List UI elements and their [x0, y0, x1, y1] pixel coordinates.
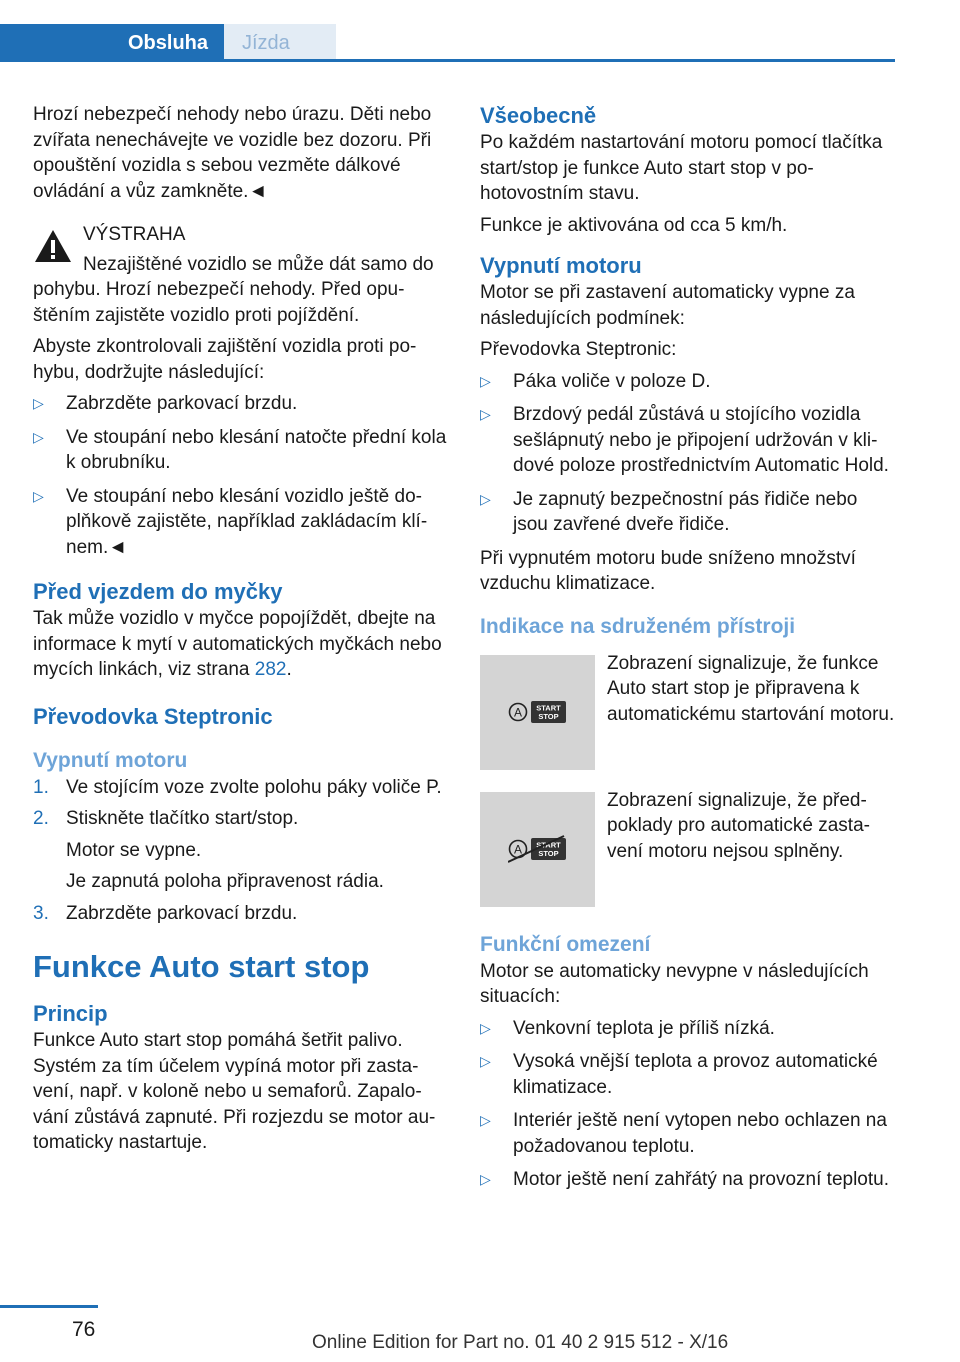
- steptronic-heading: Převodovka Steptronic: [33, 703, 273, 729]
- tab-jizda[interactable]: Jízda: [224, 24, 336, 62]
- cluster-heading: Indikace na sdruženém přístroji: [480, 614, 796, 638]
- check-list: [33, 391, 448, 560]
- carwash-heading: Před vjezdem do myčky: [33, 579, 283, 604]
- warning-text: Nezajištěné vozidlo se může dát samo do pohybu. Hrozí nebezpečí nehody. Před opuštěním zajistěte vozidlo proti pojíždění.: [33, 253, 434, 326]
- check-intro: Abyste zkontrolovali zajištění vozidla proti pohybu, dodržujte následující:: [33, 336, 417, 383]
- steps-list: [33, 775, 448, 927]
- indicator-not-ready: [480, 788, 896, 907]
- list-item: ▷ Je zapnutý bezpečnostní pás řidiče nebo jsou zavřené dveře řidiče.: [480, 488, 858, 535]
- chapter-tabs: [0, 24, 895, 62]
- svg-text:STOP: STOP: [537, 849, 559, 858]
- bullet-triangle-icon: ▷: [480, 1019, 491, 1036]
- engine-off-heading-right: Vypnutí motoru: [480, 253, 642, 278]
- svg-text:START: START: [535, 840, 561, 850]
- list-item: ▷ Ve stoupání nebo klesání natočte přední kola k obrubníku.: [33, 426, 447, 473]
- indicator-ready: [480, 651, 896, 770]
- list-item: ▷ Zabrzděte parkovací brzdu.: [33, 391, 448, 417]
- general-text-2: Funkce je aktivována od cca 5 km/h.: [480, 214, 788, 236]
- svg-text:A: A: [513, 842, 522, 857]
- bullet-triangle-icon: ▷: [33, 428, 44, 445]
- svg-text:STOP: STOP: [537, 712, 559, 721]
- ac-note: Při vypnutém motoru bude sníženo množství vzduchu klimatizace.: [480, 547, 856, 594]
- bullet-triangle-icon: ▷: [480, 406, 491, 422]
- bullet-triangle-icon: ▷: [33, 395, 44, 411]
- limits-text: Motor se automaticky nevypne v následujících situacích:: [480, 960, 869, 1007]
- page-reference-link[interactable]: 282: [254, 659, 287, 680]
- left-column: [33, 102, 448, 1162]
- indicator-not-ready-text: Zobrazení signalizuje, že předpoklady pro automatické zastavení motoru nejsou splněny.: [607, 789, 870, 862]
- list-item: ▷ Venkovní teplota je příliš nízká.: [480, 1016, 896, 1042]
- bullet-triangle-icon: ▷: [480, 490, 491, 507]
- bullet-triangle-icon: ▷: [480, 372, 491, 389]
- conditions-list: [480, 369, 896, 538]
- warning-block: [33, 222, 448, 248]
- step-item: 1. Ve stojícím voze zvolte polohu páky voliče P.: [33, 776, 442, 798]
- indicator-ready-text: Zobrazení signalizuje, že funkce Auto start stop je připravena k automatickému startování motoru.: [607, 652, 895, 725]
- carwash-text: Tak může vozidlo v myčce popojíždět, dbejte na informace k mytí v automatických myčkách nebo mycích linkách, viz strana 282.: [33, 608, 442, 680]
- principle-heading: Princip: [33, 1001, 108, 1026]
- list-item: ▷ Interiér ještě není vytopen nebo ochlazen na požadovanou teplotu.: [480, 1110, 887, 1157]
- auto-start-stop-ready-icon: [480, 655, 595, 770]
- warning-title: VÝSTRAHA: [83, 224, 186, 245]
- gearbox-label: Převodovka Steptronic:: [480, 339, 677, 360]
- right-column: [480, 102, 896, 1201]
- engine-off-text: Motor se při zastavení automaticky vypne za následujících podmínek:: [480, 282, 855, 329]
- bullet-triangle-icon: ▷: [480, 1053, 491, 1069]
- bullet-triangle-icon: ▷: [480, 1171, 491, 1187]
- tab-obsluha[interactable]: Obsluha: [0, 24, 224, 62]
- ass-heading: Funkce Auto start stop: [33, 949, 370, 984]
- step-item: 3. Zabrzděte parkovací brzdu.: [33, 902, 298, 924]
- edition-note: Online Edition for Part no. 01 40 2 915 512 - X/16: [312, 1332, 729, 1353]
- bullet-triangle-icon: ▷: [33, 487, 44, 504]
- list-item: ▷ Vysoká vnější teplota a provoz automatické klimatizace.: [480, 1051, 878, 1098]
- limits-heading: Funkční omezení: [480, 932, 651, 956]
- footer-rule: [0, 1305, 98, 1308]
- page-number: 76: [72, 1318, 96, 1341]
- engine-off-heading: Vypnutí motoru: [33, 748, 188, 772]
- list-item: ▷ Ve stoupání nebo klesání vozidlo ještě doplňkově zajistěte, například zakládacím klínem.◄: [33, 485, 428, 558]
- header-rule: [0, 59, 895, 62]
- limits-list: [480, 1016, 896, 1193]
- intro-paragraph: Hrozí nebezpečí nehody nebo úrazu. Děti nebo zvířata nenechávejte ve vozidle bez dozoru. Při opouštění vozidla s sebou vezměte dálkové ovládání a vůz zamkněte.◄: [33, 104, 432, 202]
- bullet-triangle-icon: ▷: [480, 1112, 491, 1128]
- auto-start-stop-off-icon: [480, 792, 595, 907]
- svg-text:START: START: [535, 703, 561, 713]
- general-heading: Všeobecně: [480, 103, 597, 128]
- list-item: ▷ Motor ještě není zahřátý na provozní teplotu.: [480, 1167, 896, 1193]
- general-text-1: Po každém nastartování motoru pomocí tlačítka start/stop je funkce Auto start stop v pohotovostním stavu.: [480, 132, 883, 204]
- principle-text: Funkce Auto start stop pomáhá šetřit palivo. Systém za tím účelem vypíná motor při zastavení, např. v koloně nebo u semaforů. Zapalování zůstává zapnuté. Při rozjezdu se motor automaticky nastartuje.: [33, 1030, 436, 1153]
- list-item: ▷ Páka voliče v poloze D.: [480, 369, 896, 395]
- warning-triangle-icon: [33, 228, 73, 272]
- svg-text:A: A: [513, 705, 522, 720]
- step-item: 2. Stiskněte tlačítko start/stop. Motor se vypne. Je zapnutá poloha připravenost rádia.: [33, 808, 384, 892]
- list-item: ▷ Brzdový pedál zůstává u stojícího vozidla sešlápnutý nebo je připojení udržován v klidové poloze prostřednictvím Automatic Hold.: [480, 404, 889, 476]
